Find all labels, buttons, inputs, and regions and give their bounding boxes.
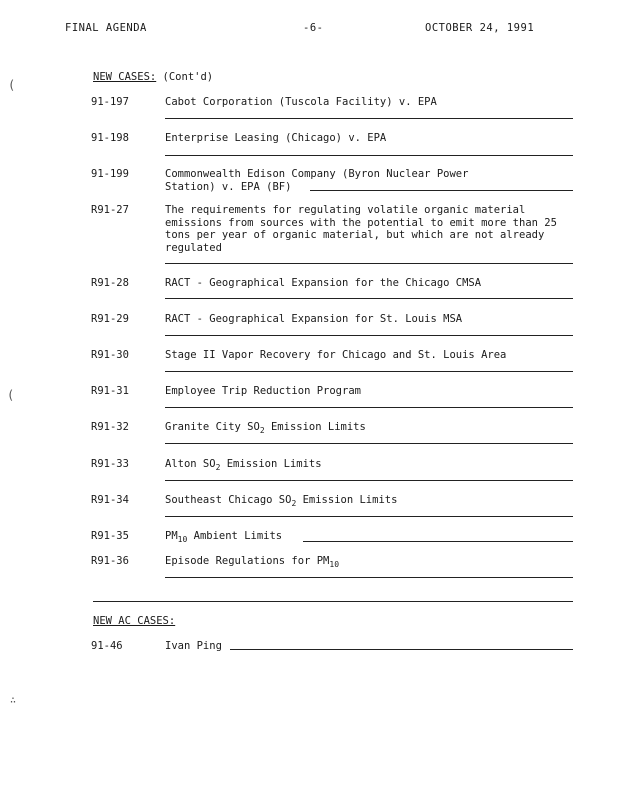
signature-line (165, 577, 573, 578)
item-text: Enterprise Leasing (Chicago) v. EPA (165, 132, 387, 144)
signature-line (165, 371, 573, 372)
item-text: Commonwealth Edison Company (Byron Nuclear Power Station) v. EPA (BF) (165, 168, 475, 193)
item-text (165, 458, 575, 471)
item-number: R91-36 (91, 555, 129, 567)
signature-line (165, 480, 573, 481)
new-cases-title: NEW CASES: (93, 71, 157, 83)
item-number: R91-32 (91, 421, 129, 433)
item-number: 91-46 (91, 640, 123, 652)
item-number: R91-27 (91, 204, 129, 216)
subscript: 2 (215, 463, 221, 472)
new-ac-cases-title: NEW AC CASES: (93, 615, 176, 627)
item-number: 91-198 (91, 132, 129, 144)
scan-mark: ( (8, 78, 16, 92)
signature-line (165, 263, 573, 264)
new-cases-heading (93, 71, 213, 83)
item-number: R91-33 (91, 458, 129, 470)
item-text: Cabot Corporation (Tuscola Facility) v. EPA (165, 96, 437, 108)
item-text-part: Southeast Chicago SO (165, 494, 292, 506)
item-number: R91-29 (91, 313, 129, 325)
new-ac-cases-heading (93, 615, 175, 627)
item-text-part: Emission Limits (220, 458, 322, 470)
signature-line (165, 407, 573, 408)
item-text-part: Emission Limits (264, 421, 366, 433)
subscript: 10 (177, 535, 188, 544)
scan-mark: ( (7, 388, 15, 402)
signature-line (165, 516, 573, 517)
item-text-part: Alton SO (165, 458, 216, 470)
signature-line (165, 155, 573, 156)
signature-line (310, 190, 573, 191)
item-text-part: PM (165, 530, 178, 542)
item-text: Employee Trip Reduction Program (165, 385, 361, 397)
header-title: FINAL AGENDA (65, 22, 147, 34)
page-number: -6- (303, 22, 324, 34)
item-number: R91-31 (91, 385, 129, 397)
section-divider (93, 601, 573, 602)
scan-mark: ∴ (10, 695, 17, 706)
item-number: R91-30 (91, 349, 129, 361)
item-text: RACT - Geographical Expansion for the Chicago CMSA (165, 277, 482, 289)
item-text (165, 494, 575, 507)
item-text: Ivan Ping (165, 640, 222, 652)
subscript: 2 (259, 426, 265, 435)
signature-line (303, 541, 573, 542)
signature-line (165, 118, 573, 119)
new-cases-suffix: (Cont'd) (156, 71, 214, 83)
subscript: 2 (291, 499, 297, 508)
item-text-part: Emission Limits (296, 494, 398, 506)
signature-line (230, 649, 573, 650)
item-text-part: Episode Regulations for PM (165, 555, 330, 567)
item-number: R91-35 (91, 530, 129, 542)
item-text-part: Ambient Limits (187, 530, 283, 542)
item-text (165, 555, 575, 568)
item-number: 91-199 (91, 168, 129, 180)
item-number: R91-34 (91, 494, 129, 506)
header-date: OCTOBER 24, 1991 (425, 22, 535, 34)
signature-line (165, 298, 573, 299)
signature-line (165, 335, 573, 336)
item-number: R91-28 (91, 277, 129, 289)
subscript: 10 (329, 560, 340, 569)
item-text: The requirements for regulating volatile organic material emissions from sources with the potential to emit more than 25 tons per year of organic material, but which are not already regulated (165, 204, 564, 254)
item-text: Stage II Vapor Recovery for Chicago and St. Louis Area (165, 349, 507, 361)
signature-line (165, 443, 573, 444)
item-text: RACT - Geographical Expansion for St. Louis MSA (165, 313, 463, 325)
item-text (165, 421, 575, 434)
item-number: 91-197 (91, 96, 129, 108)
item-text-part: Granite City SO (165, 421, 260, 433)
